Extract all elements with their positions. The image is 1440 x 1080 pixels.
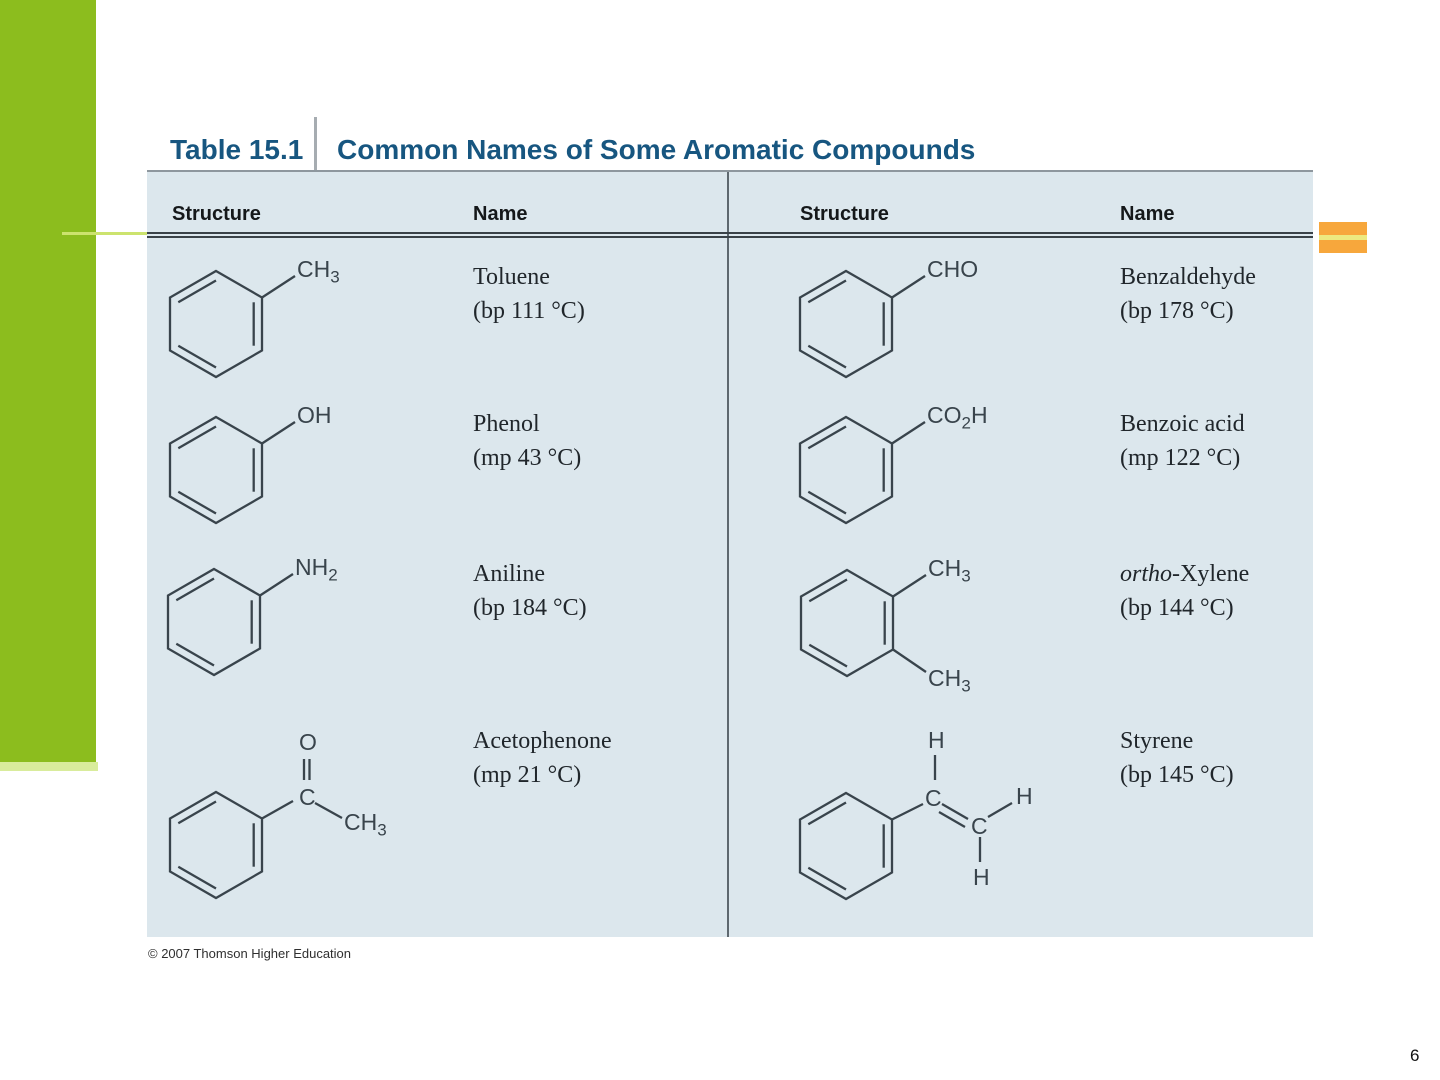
substituent-label-cho: CHO xyxy=(927,256,979,282)
temp-benzoic-acid: (mp 122 °C) xyxy=(1120,445,1241,471)
atom-label-h-bottom: H xyxy=(973,864,990,890)
orange-edge-marker-stripe xyxy=(1319,235,1367,240)
benzene-ring xyxy=(796,266,1006,391)
name-toluene: Toluene (bp 111 °C) xyxy=(473,260,585,328)
name-styrene: Styrene (bp 145 °C) xyxy=(1120,724,1234,792)
copyright-text: © 2007 Thomson Higher Education xyxy=(148,946,352,961)
temp-ortho-xylene: (bp 144 °C) xyxy=(1120,595,1234,621)
sidebar-accent-bar xyxy=(0,0,96,762)
orange-edge-marker xyxy=(1319,222,1367,253)
structure-phenol xyxy=(166,402,376,537)
structure-ortho-xylene xyxy=(797,555,1007,735)
slide-page-number: 6 xyxy=(1410,1046,1420,1065)
header-name-right: Name xyxy=(1120,203,1175,225)
table-number: Table 15.1 xyxy=(170,134,304,165)
substituent-label-co2h: $CO_2H$ xyxy=(927,402,988,433)
structure-toluene xyxy=(166,256,376,391)
name-benzoic-acid: Benzoic acid (mp 122 °C) xyxy=(1120,407,1245,475)
compounds-table xyxy=(147,170,1313,937)
structure-benzoic-acid xyxy=(796,402,1006,537)
substituent-label-ch3-top: $CH_3$ xyxy=(928,555,971,586)
name-acetophenone: Acetophenone (mp 21 °C) xyxy=(473,724,612,792)
substituent-label-ch3-bottom: $CH_3$ xyxy=(928,665,971,696)
group-label-ch3: $CH_3$ xyxy=(344,809,387,840)
temp-phenol: (mp 43 °C) xyxy=(473,445,582,471)
temp-toluene: (bp 111 °C) xyxy=(473,298,585,324)
header-structure-right: Structure xyxy=(800,203,889,225)
header-rule xyxy=(147,232,1313,238)
benzene-ring xyxy=(797,565,1007,735)
atom-label-o: O xyxy=(299,729,317,755)
structure-benzaldehyde xyxy=(796,256,1006,391)
temp-aniline: (bp 184 °C) xyxy=(473,595,587,621)
accent-horizontal-line xyxy=(62,232,147,235)
name-aniline: Aniline (bp 184 °C) xyxy=(473,557,587,625)
benzene-ring xyxy=(166,266,376,391)
header-structure-left: Structure xyxy=(172,203,261,225)
structure-aniline xyxy=(164,554,374,689)
temp-acetophenone: (mp 21 °C) xyxy=(473,762,582,788)
name-ortho-xylene: ortho-Xylene (bp 144 °C) xyxy=(1120,557,1249,625)
table-column-divider xyxy=(727,172,729,937)
name-phenol: Phenol (mp 43 °C) xyxy=(473,407,581,475)
atom-label-h-top: H xyxy=(928,727,945,753)
temp-benzaldehyde: (bp 178 °C) xyxy=(1120,298,1234,324)
substituent-label-nh2: $NH_2$ xyxy=(295,554,338,585)
structure-styrene xyxy=(796,727,1051,917)
structure-acetophenone xyxy=(166,727,396,917)
atom-label-c2: C xyxy=(971,813,988,839)
benzene-ring xyxy=(166,412,376,537)
benzene-ring xyxy=(164,564,374,689)
benzene-ring xyxy=(796,727,1051,917)
atom-label-c: C xyxy=(299,784,316,810)
name-benzaldehyde: Benzaldehyde (bp 178 °C) xyxy=(1120,260,1256,328)
sidebar-accent-bar-bottom-strip xyxy=(0,762,98,771)
atom-label-c1: C xyxy=(925,785,942,811)
header-name-left: Name xyxy=(473,203,528,225)
substituent-label-oh: OH xyxy=(297,402,332,428)
table-heading: Common Names of Some Aromatic Compounds xyxy=(337,134,976,165)
temp-styrene: (bp 145 °C) xyxy=(1120,762,1234,788)
substituent-label-ch3: $CH_3$ xyxy=(297,256,340,287)
benzene-ring xyxy=(796,412,1006,537)
atom-label-h-right: H xyxy=(1016,783,1033,809)
